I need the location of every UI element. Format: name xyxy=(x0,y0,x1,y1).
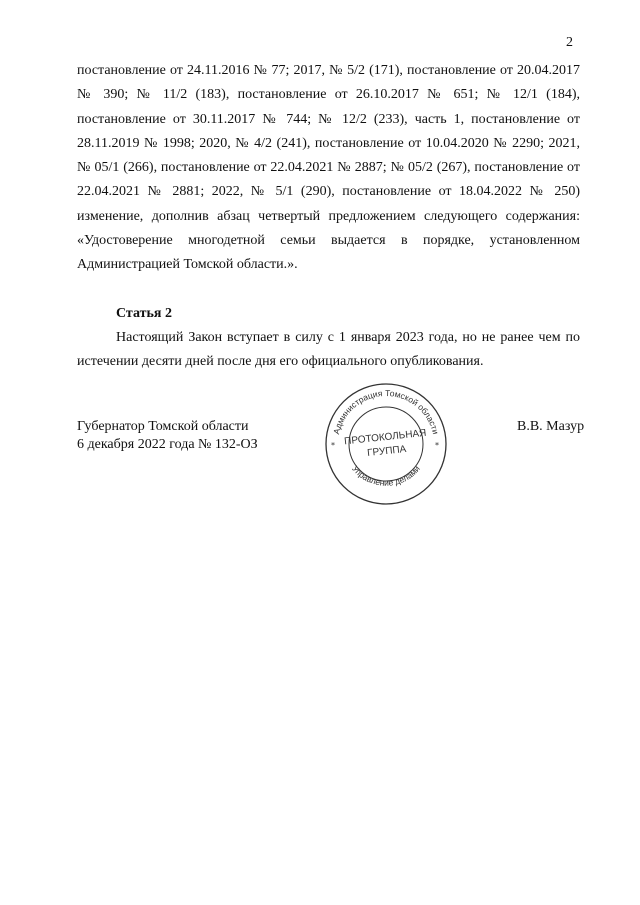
article-paragraph: Настоящий Закон вступает в силу с 1 января 2023 года, но не ранее чем по истечении десяти дней после дня его официального опубликования. xyxy=(77,330,580,369)
stamp-center-line-1: ПРОТОКОЛЬНАЯ xyxy=(343,427,427,448)
stamp-center-line-2: ГРУППА xyxy=(366,443,407,459)
signature-title: Губернатор Томской области xyxy=(77,419,249,434)
signature-name: В.В. Мазур xyxy=(517,419,585,434)
stamp-outer-text-top: Администрация Томской области xyxy=(331,387,441,436)
stamp-star-icon: * xyxy=(435,441,439,450)
body-paragraph: постановление от 24.11.2016 № 77; 2017, № 5/2 (171), постановление от 20.04.2017 № 390; № 11/2 (183), постановление от 26.10.2017 № 651; № 12/1 (184), постановление от 30.11.2017 № 744; № 12/2 (233), часть 1, постановление от 28.11.2019 № 1998; 2020, № 4/2 (241), постановление от 10.04.2020 № 2290; 2021, № 05/1 (266), постановление от 22.04.2021 № 2887; № 05/2 (267), постановление от 22.04.2021 № 2881; 2022, № 5/1 (290), постановление от 18.04.2022 № 250) изменение, дополнив абзац четвертый предложением следующего содержания: «Удостоверение многодетной семьи выдается в порядке, установленном Администрацией Томской области.». xyxy=(77,63,580,273)
signature-date-number: 6 декабря 2022 года № 132-ОЗ xyxy=(77,437,258,452)
stamp-star-icon: * xyxy=(331,441,335,450)
stamp-outer-text-bottom: Управление делами xyxy=(350,463,422,488)
article-heading: Статья 2 xyxy=(116,306,172,321)
official-stamp xyxy=(324,382,448,506)
page-number: 2 xyxy=(566,35,573,50)
